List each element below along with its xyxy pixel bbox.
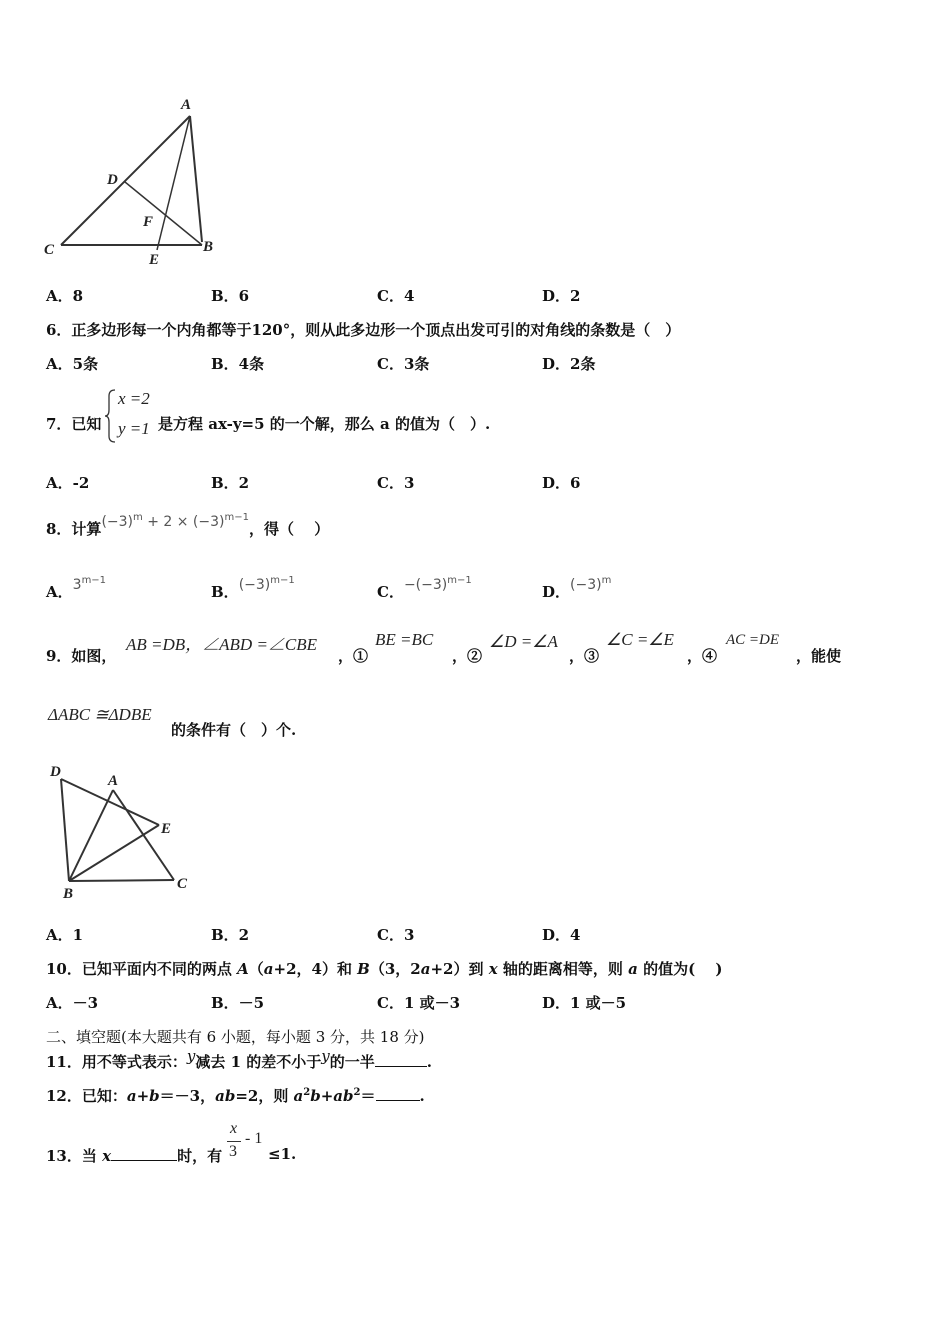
q10-option-a[interactable]: A．－3 bbox=[46, 994, 99, 1012]
label-b: B bbox=[203, 239, 214, 255]
q8-suffix: ，得（ ） bbox=[248, 520, 330, 538]
section-heading-fill-in: 二、填空题(本大题共有 6 小题，每小题 3 分，共 18 分) bbox=[46, 1028, 425, 1046]
label-a: A bbox=[181, 97, 192, 113]
segment-ac bbox=[61, 116, 190, 245]
q9-options bbox=[0, 924, 950, 944]
q7-prefix: 7．已知 bbox=[46, 415, 102, 433]
q6-options bbox=[0, 353, 950, 373]
q8-option-d[interactable]: D．$(-3)^m$ bbox=[542, 575, 612, 601]
q6-option-d[interactable]: D．2条 bbox=[542, 355, 596, 373]
q11-answer-blank[interactable] bbox=[375, 1052, 427, 1067]
triangle-figure-2 bbox=[40, 758, 200, 903]
q10-option-b[interactable]: B．－5 bbox=[211, 994, 265, 1012]
q7-options bbox=[0, 472, 950, 492]
segment-db bbox=[125, 182, 202, 245]
triangle-figure-1 bbox=[40, 95, 230, 270]
q13-fraction-denominator: 3 bbox=[229, 1143, 237, 1160]
q13-answer-blank[interactable] bbox=[111, 1146, 177, 1161]
label-f: F bbox=[143, 214, 154, 230]
q11-stem: 11．用不等式表示：y减去 1 的差不小于y的一半 . bbox=[46, 1047, 432, 1071]
brace-icon bbox=[104, 388, 118, 444]
q10-stem: 10．已知平面内不同的两点 A（a+2，4）和 B（3，2a+2）到 x 轴的距离相等，则 a 的值为( ) bbox=[46, 960, 723, 978]
q7-option-a[interactable]: A．-2 bbox=[46, 474, 90, 492]
q10-option-c[interactable]: C．1 或－3 bbox=[377, 994, 461, 1012]
q9-condition-given: AB =DB，∠ABD =∠CBE bbox=[126, 635, 318, 654]
q9-condition-4: AC =DE bbox=[726, 632, 780, 648]
segment-ae bbox=[157, 116, 190, 250]
label-b: B bbox=[63, 886, 74, 902]
q10-option-d[interactable]: D．1 或－5 bbox=[542, 994, 627, 1012]
q9-sep-3: ，③ bbox=[569, 647, 600, 665]
label-e: E bbox=[161, 821, 172, 837]
q13-inequality: ≤1. bbox=[268, 1145, 297, 1163]
label-e: E bbox=[149, 252, 160, 268]
segment-ab bbox=[190, 116, 202, 242]
q13-fraction-bar bbox=[227, 1141, 241, 1142]
q9-option-b[interactable]: B．2 bbox=[211, 926, 250, 944]
q7-system-eq2: y =1 bbox=[118, 419, 150, 438]
segment-bc bbox=[69, 880, 174, 881]
q9-sep-1: ，① bbox=[338, 647, 369, 665]
q8-options bbox=[0, 575, 950, 601]
q9-tail: ，能使 bbox=[796, 647, 842, 665]
q7-option-d[interactable]: D．6 bbox=[542, 474, 581, 492]
q12-answer-blank[interactable] bbox=[376, 1086, 420, 1101]
q9-option-d[interactable]: D．4 bbox=[542, 926, 581, 944]
q7-system-eq1: x =2 bbox=[118, 389, 150, 408]
q9-option-c[interactable]: C．3 bbox=[377, 926, 415, 944]
q8-option-a[interactable]: A．$3^{m-1}$ bbox=[46, 575, 107, 601]
q5-option-a[interactable]: A．8 bbox=[46, 287, 84, 305]
q7-option-b[interactable]: B．2 bbox=[211, 474, 250, 492]
q9-sep-2: ，② bbox=[452, 647, 483, 665]
q6-option-b[interactable]: B．4条 bbox=[211, 355, 265, 373]
q7-option-c[interactable]: C．3 bbox=[377, 474, 415, 492]
q7-suffix: 是方程 ax-y=5 的一个解，那么 a 的值为（ ）. bbox=[158, 415, 491, 433]
q13-fraction-numerator: x bbox=[230, 1120, 238, 1137]
q8-prefix: 8．计算 bbox=[46, 520, 102, 538]
q6-stem: 6．正多边形每一个内角都等于120°，则从此多边形一个顶点出发可引的对角线的条数是（ ） bbox=[46, 321, 681, 339]
q5-option-b[interactable]: B．6 bbox=[211, 287, 250, 305]
q9-prefix: 9．如图， bbox=[46, 647, 117, 665]
q9-line2-text: 的条件有（ ）个. bbox=[171, 721, 297, 739]
label-c: C bbox=[44, 242, 55, 258]
q5-option-c[interactable]: C．4 bbox=[377, 287, 415, 305]
q5-options bbox=[0, 285, 950, 305]
q8-stem bbox=[46, 512, 330, 539]
q5-option-d[interactable]: D．2 bbox=[542, 287, 581, 305]
q9-option-a[interactable]: A．1 bbox=[46, 926, 84, 944]
label-d: D bbox=[107, 172, 118, 188]
q9-condition-3: ∠C =∠E bbox=[606, 630, 674, 649]
q10-options bbox=[0, 992, 950, 1012]
q6-option-c[interactable]: C．3条 bbox=[377, 355, 430, 373]
q9-condition-1: BE =BC bbox=[375, 630, 434, 649]
label-a: A bbox=[108, 773, 119, 789]
segment-db bbox=[61, 779, 69, 881]
q6-option-a[interactable]: A．5条 bbox=[46, 355, 99, 373]
label-c: C bbox=[177, 876, 188, 892]
q8-expression: $(-3)^m + 2 \times (-3)^{m-1}$ bbox=[101, 512, 249, 530]
q8-option-b[interactable]: B．$(-3)^{m-1}$ bbox=[211, 575, 295, 601]
q9-condition-2: ∠D =∠A bbox=[489, 632, 558, 651]
q9-congruence: ΔABC ≅ΔDBE bbox=[48, 705, 152, 724]
label-d: D bbox=[50, 764, 61, 780]
q13-minus-one: - 1 bbox=[245, 1130, 263, 1147]
q12-stem: 12．已知：a+b＝－3，ab=2，则 $a^2b+ab^2=$ . bbox=[46, 1087, 425, 1105]
q9-sep-4: ，④ bbox=[687, 647, 718, 665]
q8-option-c[interactable]: C．$-(-3)^{m-1}$ bbox=[377, 575, 472, 601]
q13-stem: 13．当 x 时，有 bbox=[46, 1147, 223, 1165]
